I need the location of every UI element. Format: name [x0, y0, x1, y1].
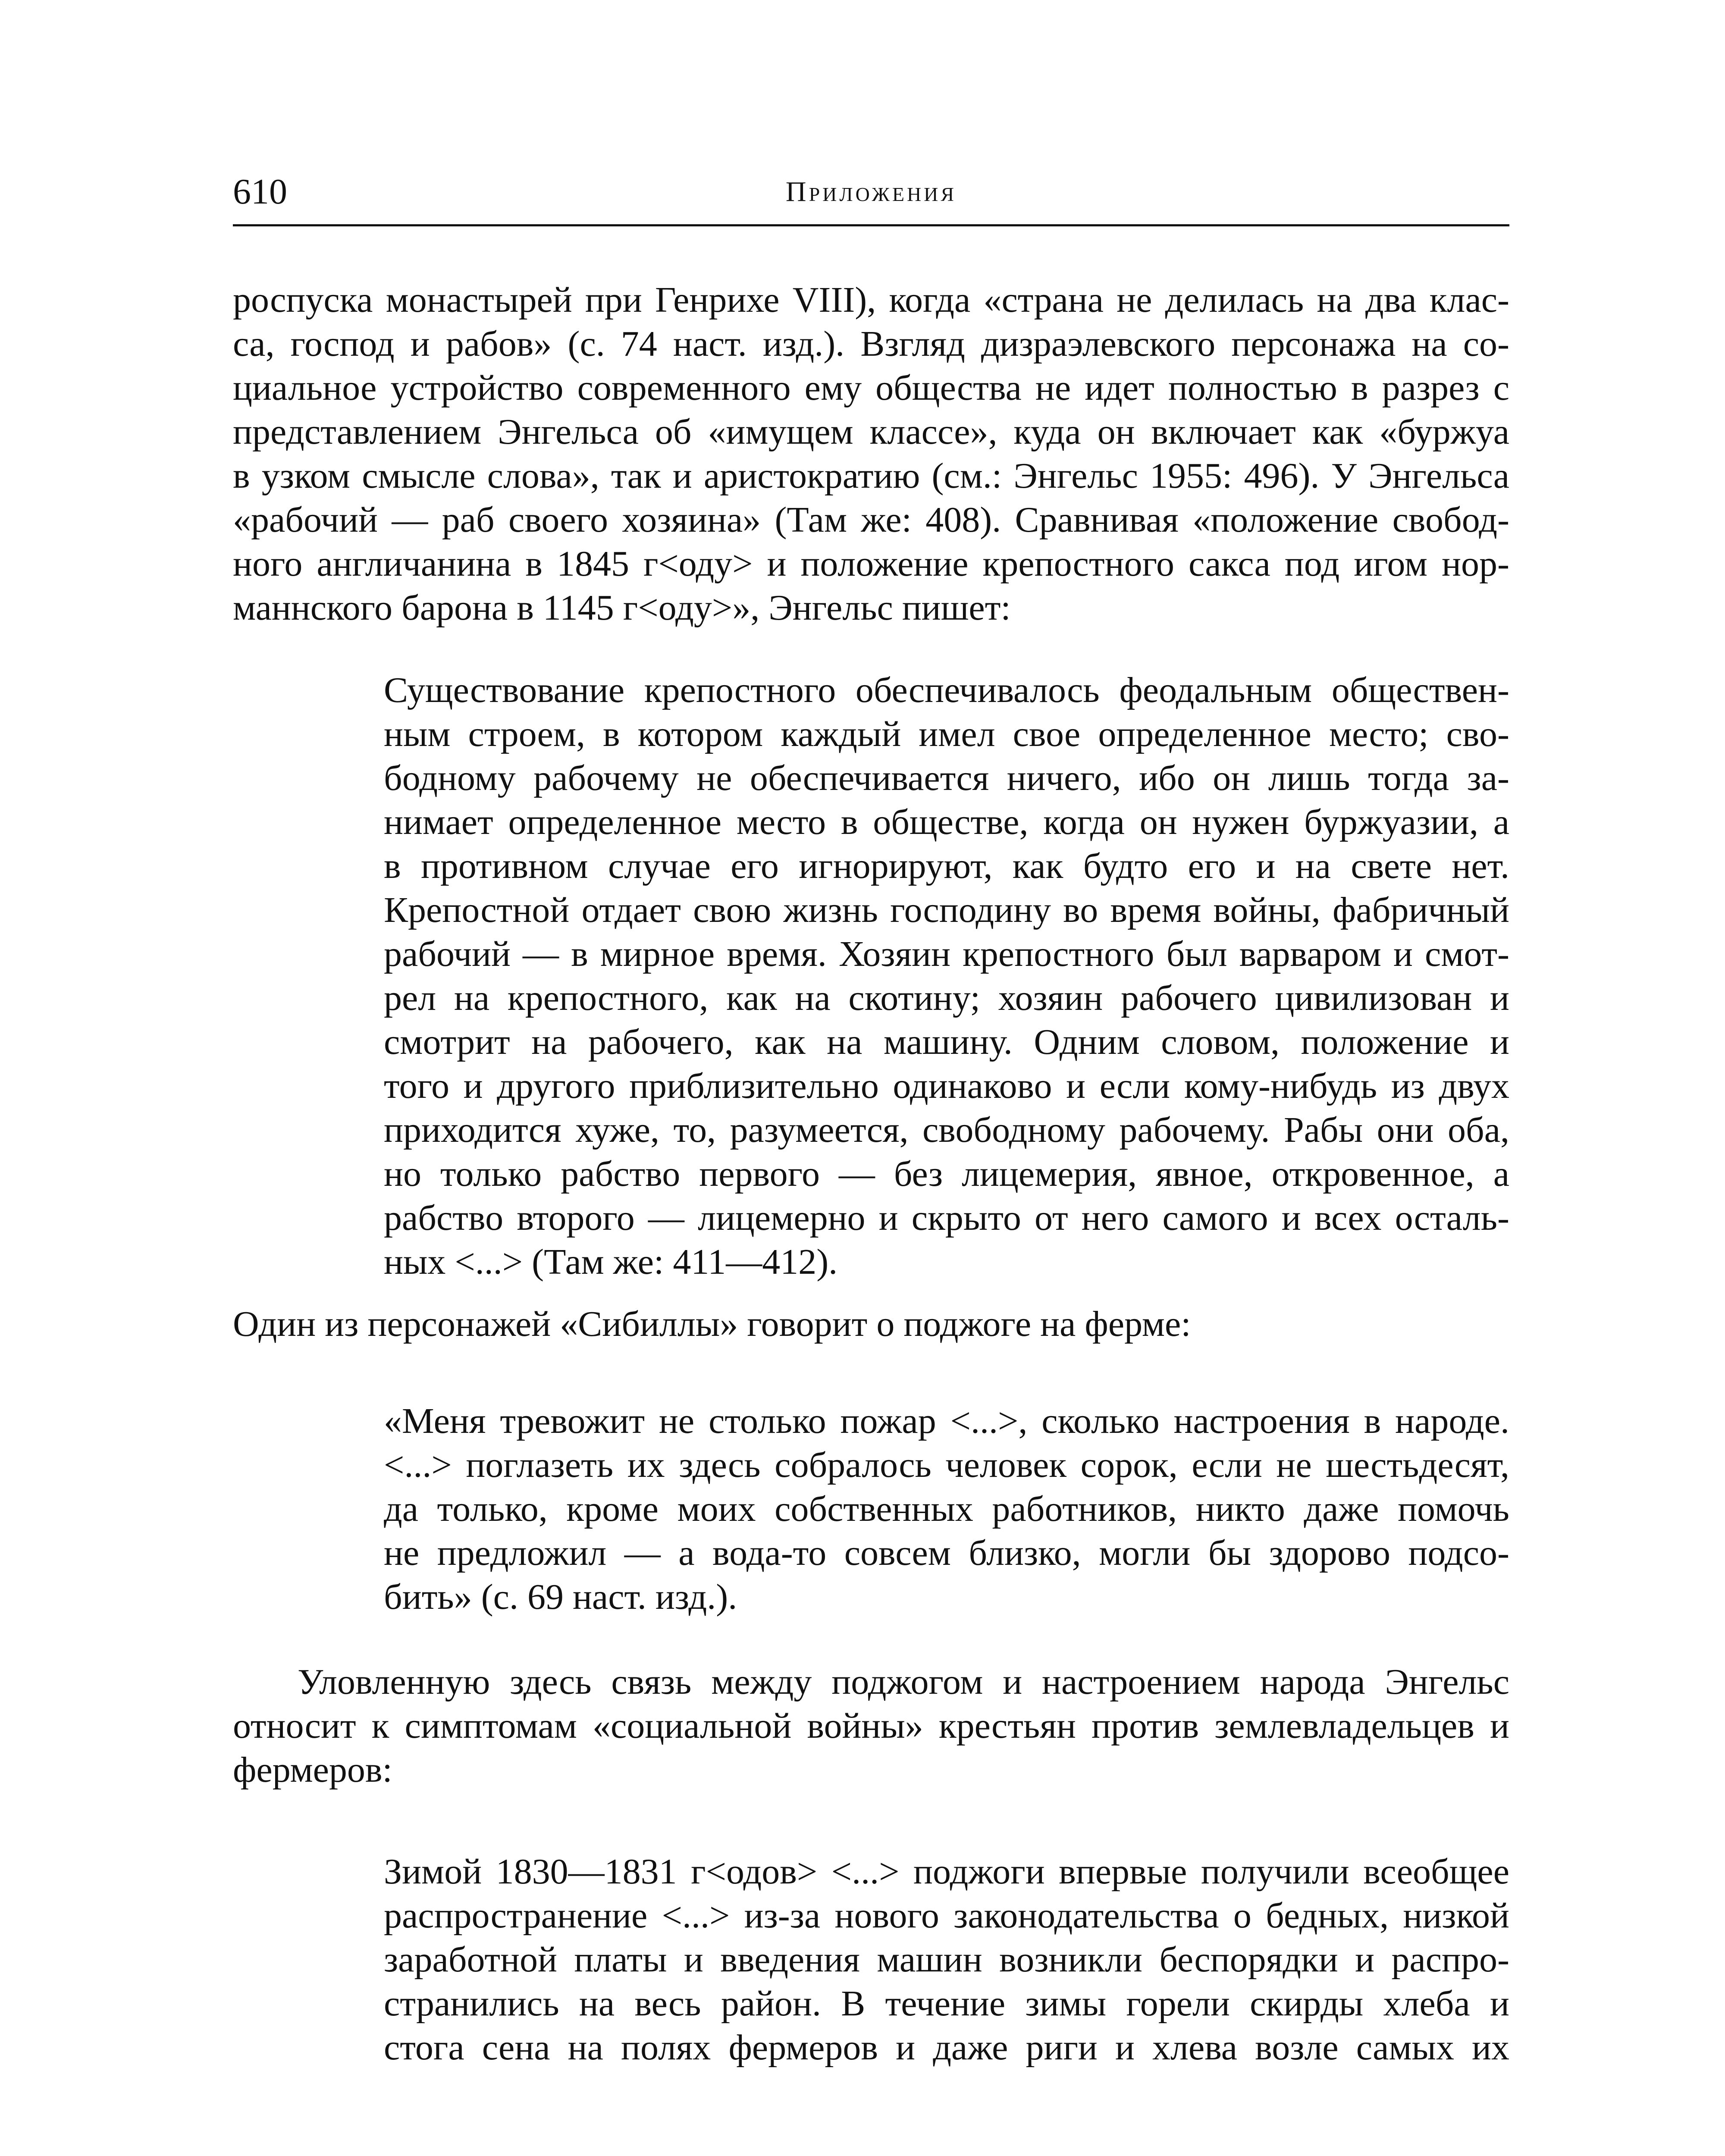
quote-line: Зимой 1830—1831 г<одов> <...> поджоги впервые получили всеобщее	[384, 1852, 1509, 1892]
body-paragraph-1	[233, 278, 1509, 630]
text-line: представлением Энгельса об «имущем классе», куда он включает как «буржуа	[233, 412, 1509, 452]
body-paragraph-2	[233, 1302, 1509, 1346]
text-line: относит к симптомам «социальной войны» крестьян против землевладельцев и	[233, 1706, 1509, 1746]
text-line: са, господ и рабов» (с. 74 наст. изд.). Взгляд дизраэлевского персонажа на со-	[233, 324, 1509, 364]
quote-line: того и другого приблизительно одинаково и если кому-нибудь из двух	[384, 1066, 1509, 1106]
quote-line: но только рабство первого — без лицемерия, явное, откровенное, а	[384, 1154, 1509, 1194]
text-line: Один из персонажей «Сибиллы» говорит о поджоге на ферме:	[233, 1304, 1191, 1344]
quote-line: <...> поглазеть их здесь собралось человек сорок, если не шестьдесят,	[384, 1445, 1509, 1485]
quote-line: рабочий — в мирное время. Хозяин крепостного был варваром и смот-	[384, 934, 1509, 974]
text-line: ного англичанина в 1845 г<оду> и положение крепостного сакса под игом нор-	[233, 544, 1509, 584]
text-line: в узком смысле слова», так и аристократию (см.: Энгельс 1955: 496). У Энгельса	[233, 456, 1509, 496]
quote-line: рабство второго — лицемерно и скрыто от него самого и всех осталь-	[384, 1198, 1509, 1238]
text-line: циальное устройство современного ему общества не идет полностью в разрез с	[233, 368, 1509, 408]
quote-line: странились на весь район. В течение зимы горели скирды хлеба и	[384, 1984, 1509, 2024]
page-header	[233, 168, 1509, 226]
quote-line: не предложил — а вода-то совсем близко, могли бы здорово подсо-	[384, 1533, 1509, 1573]
quote-line: бодному рабочему не обеспечивается ничего, ибо он лишь тогда за-	[384, 758, 1509, 798]
quote-line: распространение <...> из-за нового законодательства о бедных, низкой	[384, 1896, 1509, 1936]
block-quote-2	[384, 1399, 1509, 1619]
quote-line: Существование крепостного обеспечивалось феодальным обществен-	[384, 670, 1509, 710]
quote-line: приходится хуже, то, разумеется, свободному рабочему. Рабы они оба,	[384, 1110, 1509, 1150]
body-paragraph-3	[233, 1660, 1509, 1792]
running-head: Приложения	[785, 176, 957, 207]
block-quote-3	[384, 1850, 1509, 2070]
quote-line: стога сена на полях фермеров и даже риги и хлева возле самых их	[384, 2028, 1509, 2068]
text-line: Уловленную здесь связь между поджогом и настроением народа Энгельс	[298, 1662, 1509, 1702]
block-quote-1	[384, 668, 1509, 1284]
quote-line: в противном случае его игнорируют, как будто его и на свете нет.	[384, 846, 1509, 886]
quote-line: смотрит на рабочего, как на машину. Одним словом, положение и	[384, 1022, 1509, 1062]
quote-line: нимает определенное место в обществе, когда он нужен буржуазии, а	[384, 802, 1509, 842]
text-line: маннского барона в 1145 г<оду>», Энгельс пишет:	[233, 588, 1011, 628]
text-line: «рабочий — раб своего хозяина» (Там же: 408). Сравнивая «положение свобод-	[233, 500, 1509, 540]
quote-line: да только, кроме моих собственных работников, никто даже помочь	[384, 1489, 1509, 1529]
quote-line: Крепостной отдает свою жизнь господину во время войны, фабричный	[384, 890, 1509, 930]
quote-line: ных <...> (Там же: 411—412).	[384, 1242, 838, 1282]
quote-line: «Меня тревожит не столько пожар <...>, сколько настроения в народе.	[384, 1401, 1509, 1441]
quote-line: ным строем, в котором каждый имел свое определенное место; сво-	[384, 714, 1509, 754]
quote-line: бить» (с. 69 наст. изд.).	[384, 1577, 737, 1617]
quote-line: рел на крепостного, как на скотину; хозяин рабочего цивилизован и	[384, 978, 1509, 1018]
page-number: 610	[233, 172, 287, 212]
text-line: фермеров:	[233, 1750, 392, 1790]
quote-line: заработной платы и введения машин возникли беспорядки и распро-	[384, 1940, 1509, 1980]
text-line: роспуска монастырей при Генрихе VIII), когда «страна не делилась на два клас-	[233, 280, 1509, 320]
